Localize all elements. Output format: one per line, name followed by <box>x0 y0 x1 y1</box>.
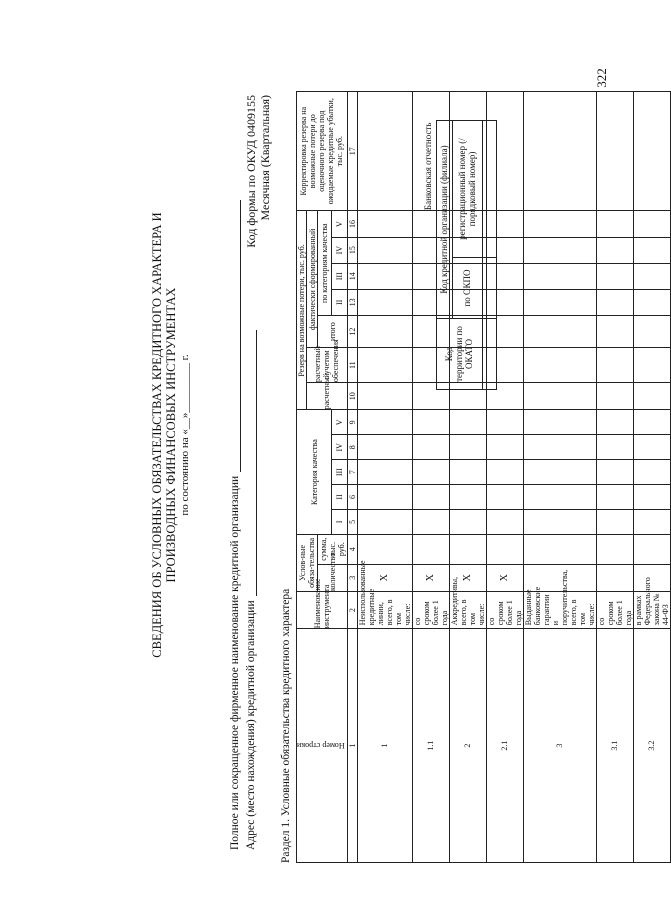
column-number-8: 8 <box>347 435 357 460</box>
value-cell[interactable] <box>449 315 486 347</box>
column-number-13: 13 <box>347 289 357 315</box>
value-cell[interactable] <box>523 485 596 510</box>
quantity-cell[interactable] <box>633 564 670 591</box>
value-cell[interactable] <box>633 263 670 289</box>
value-cell[interactable] <box>412 348 449 383</box>
value-cell[interactable] <box>633 460 670 485</box>
r3-header: III <box>332 263 347 289</box>
total-header: итого <box>318 315 347 347</box>
value-cell[interactable] <box>633 348 670 383</box>
column-number-7: 7 <box>347 460 357 485</box>
value-cell[interactable] <box>412 460 449 485</box>
form-code: Код формы по ОКУД 0409155 <box>244 95 258 248</box>
row-number: 2.1 <box>486 629 523 863</box>
value-cell[interactable] <box>523 460 596 485</box>
row-number: 2 <box>449 629 486 863</box>
column-number-10: 10 <box>347 383 357 410</box>
value-cell[interactable] <box>449 211 486 237</box>
value-cell[interactable] <box>633 92 670 211</box>
reg-number-label: регистрационный номер (/порядковый номер) <box>452 121 482 258</box>
value-cell[interactable] <box>633 509 670 534</box>
value-cell[interactable] <box>523 237 596 263</box>
column-number-3: 3 <box>347 564 357 591</box>
value-cell[interactable] <box>486 211 523 237</box>
value-cell[interactable] <box>633 534 670 564</box>
instrument-name: Выданные банковские гарантии и поручительства, всего, в том числе: <box>523 591 596 628</box>
value-cell[interactable] <box>486 534 523 564</box>
column-number-6: 6 <box>347 485 357 510</box>
value-cell[interactable] <box>357 237 412 263</box>
value-cell[interactable] <box>357 383 412 410</box>
value-cell[interactable] <box>596 348 633 383</box>
column-number-11: 11 <box>347 348 357 383</box>
value-cell[interactable] <box>596 460 633 485</box>
value-cell[interactable] <box>596 509 633 534</box>
value-cell[interactable] <box>412 315 449 347</box>
adjustment-header: Корректировка резерва на возможные потери до оценочного резерва под ожидаемые кредитные убытки, тыс. руб. <box>297 92 348 211</box>
table-row <box>449 92 486 863</box>
instrument-name: в рамках Федерального закона № 44-ФЗ <box>633 591 670 628</box>
okpo-label: по ОКПО <box>452 258 482 319</box>
row-number: 1 <box>357 629 412 863</box>
row-number-header <box>297 629 348 863</box>
quantity-cell[interactable]: X <box>486 564 523 591</box>
territory-label: территории по ОКАТО <box>454 326 474 382</box>
value-cell[interactable] <box>486 410 523 435</box>
q4-header: IV <box>332 435 347 460</box>
value-cell[interactable] <box>449 263 486 289</box>
credit-org-code-label: Код кредитной организации (филиала) <box>436 121 452 319</box>
value-cell[interactable] <box>486 460 523 485</box>
value-cell[interactable] <box>633 289 670 315</box>
instrument-name-header: Наименование инструмента <box>297 591 348 628</box>
value-cell[interactable] <box>357 348 412 383</box>
value-cell[interactable] <box>523 383 596 410</box>
org-address-label: Адрес (место нахождения) кредитной организации <box>245 600 257 850</box>
value-cell[interactable] <box>412 211 449 237</box>
table-row <box>596 92 633 863</box>
value-cell[interactable] <box>449 460 486 485</box>
table-row <box>523 92 596 863</box>
table-row <box>357 92 412 863</box>
column-number-12: 12 <box>347 315 357 347</box>
sum-header: сумма, тыс. руб. <box>318 534 347 564</box>
column-number-1: 1 <box>347 629 357 863</box>
value-cell[interactable] <box>412 383 449 410</box>
value-cell[interactable] <box>449 289 486 315</box>
value-cell[interactable] <box>486 348 523 383</box>
value-cell[interactable] <box>633 211 670 237</box>
reporting-label: Банковская отчетность <box>422 122 433 211</box>
value-cell[interactable] <box>449 509 486 534</box>
row-number: 3.2 <box>633 629 670 863</box>
org-name-row <box>228 200 241 850</box>
org-address-row <box>244 330 257 850</box>
value-cell[interactable] <box>486 509 523 534</box>
r4-header: IV <box>332 237 347 263</box>
value-cell[interactable] <box>486 315 523 347</box>
r5-header: V <box>332 211 347 237</box>
value-cell[interactable] <box>486 289 523 315</box>
value-cell[interactable] <box>486 92 523 211</box>
value-cell[interactable] <box>449 435 486 460</box>
quantity-cell[interactable] <box>596 564 633 591</box>
value-cell[interactable] <box>523 92 596 211</box>
value-cell[interactable] <box>357 92 412 211</box>
r2-header: II <box>332 289 347 315</box>
quantity-cell[interactable]: X <box>357 564 412 591</box>
value-cell[interactable] <box>596 211 633 237</box>
quantity-cell[interactable]: X <box>449 564 486 591</box>
title-line-2: ПРОИЗВОДНЫХ ФИНАНСОВЫХ ИНСТРУМЕНТАХ <box>164 287 178 583</box>
quantity-header: количество <box>318 564 347 591</box>
value-cell[interactable] <box>523 348 596 383</box>
value-cell[interactable] <box>523 211 596 237</box>
code-label: Код <box>444 346 454 362</box>
value-cell[interactable] <box>357 211 412 237</box>
form-periodicity: Месячная (Квартальная) <box>258 95 272 221</box>
value-cell[interactable] <box>449 92 486 211</box>
column-number-9: 9 <box>347 410 357 435</box>
value-cell[interactable] <box>412 237 449 263</box>
org-name-label: Полное или сокращенное фирменное наименование кредитной организации <box>229 475 241 850</box>
document-title <box>150 115 192 755</box>
value-cell[interactable] <box>596 263 633 289</box>
q1-header: I <box>332 509 347 534</box>
value-cell[interactable] <box>486 237 523 263</box>
table-row <box>486 92 523 863</box>
value-cell[interactable] <box>596 534 633 564</box>
value-cell[interactable] <box>523 534 596 564</box>
value-cell[interactable] <box>449 237 486 263</box>
value-cell[interactable] <box>357 460 412 485</box>
value-cell[interactable] <box>486 383 523 410</box>
value-cell[interactable] <box>412 509 449 534</box>
value-cell[interactable] <box>523 509 596 534</box>
section-title: Раздел 1. Условные обязательства кредитного характера <box>280 588 292 863</box>
value-cell[interactable] <box>357 315 412 347</box>
actual-header: фактически сформированный <box>307 211 318 348</box>
value-cell[interactable] <box>357 435 412 460</box>
column-number-15: 15 <box>347 237 357 263</box>
row-number: 1.1 <box>412 629 449 863</box>
column-number-row <box>347 92 357 863</box>
value-cell[interactable] <box>633 315 670 347</box>
quality-category-header: Категория качества <box>297 410 332 534</box>
value-cell[interactable] <box>449 383 486 410</box>
page-number: 322 <box>594 68 609 88</box>
value-cell[interactable] <box>412 534 449 564</box>
instrument-name: со сроком более 1 года <box>486 591 523 628</box>
value-cell[interactable] <box>596 92 633 211</box>
value-cell[interactable] <box>357 509 412 534</box>
q5-header: V <box>332 410 347 435</box>
value-cell[interactable] <box>449 534 486 564</box>
by-category-header: по категориям качества <box>318 211 332 315</box>
value-cell[interactable] <box>633 383 670 410</box>
value-cell[interactable] <box>449 410 486 435</box>
row-number: 3 <box>523 629 596 863</box>
value-cell[interactable] <box>486 485 523 510</box>
value-cell[interactable] <box>412 410 449 435</box>
value-cell[interactable] <box>486 263 523 289</box>
instrument-name: Аккредитивы, всего, в том числе: <box>449 591 486 628</box>
value-cell[interactable] <box>523 315 596 347</box>
value-cell[interactable] <box>449 348 486 383</box>
column-number-16: 16 <box>347 211 357 237</box>
value-cell[interactable] <box>633 485 670 510</box>
value-cell[interactable] <box>357 410 412 435</box>
value-cell[interactable] <box>596 410 633 435</box>
value-cell[interactable] <box>412 289 449 315</box>
value-cell[interactable] <box>523 289 596 315</box>
value-cell[interactable] <box>357 263 412 289</box>
value-cell[interactable] <box>523 410 596 435</box>
column-number-14: 14 <box>347 263 357 289</box>
value-cell[interactable] <box>486 435 523 460</box>
value-cell[interactable] <box>596 383 633 410</box>
instrument-name: Неиспользованные кредитные линии, всего, в том числе: <box>357 591 412 628</box>
row-number-header-text: Номер строки <box>297 741 345 751</box>
value-cell[interactable] <box>357 485 412 510</box>
org-address-line[interactable] <box>244 330 257 596</box>
value-cell[interactable] <box>596 289 633 315</box>
q3-header: III <box>332 460 347 485</box>
instrument-name: со сроком более 1 года <box>412 591 449 628</box>
value-cell[interactable] <box>633 435 670 460</box>
value-cell[interactable] <box>412 263 449 289</box>
title-line-1: СВЕДЕНИЯ ОБ УСЛОВНЫХ ОБЯЗАТЕЛЬСТВАХ КРЕДИТНОГО ХАРАКТЕРА И <box>150 212 164 658</box>
value-cell[interactable] <box>412 435 449 460</box>
reserve-header: Резерв на возможные потери, тыс. руб. <box>297 211 307 410</box>
row-number: 3.1 <box>596 629 633 863</box>
column-number-5: 5 <box>347 509 357 534</box>
value-cell[interactable] <box>596 315 633 347</box>
q2-header: II <box>332 485 347 510</box>
conditional-obligations-header: Услов-ные обяза-тельства <box>297 534 318 591</box>
value-cell[interactable] <box>596 237 633 263</box>
instrument-name: со сроком более 1 года <box>596 591 633 628</box>
value-cell[interactable] <box>633 237 670 263</box>
calc-header: расчетный <box>307 383 348 410</box>
value-cell[interactable] <box>523 435 596 460</box>
table-row <box>412 92 449 863</box>
value-cell[interactable] <box>412 92 449 211</box>
value-cell[interactable] <box>357 289 412 315</box>
title-line-3: по состоянию на «__»_________ г. <box>179 354 191 516</box>
value-cell[interactable] <box>596 435 633 460</box>
column-number-4: 4 <box>347 534 357 564</box>
quantity-cell[interactable]: X <box>412 564 449 591</box>
table-row <box>633 92 670 863</box>
column-number-2: 2 <box>347 591 357 628</box>
org-name-line[interactable] <box>228 200 241 472</box>
value-cell[interactable] <box>633 410 670 435</box>
value-cell[interactable] <box>412 485 449 510</box>
value-cell[interactable] <box>523 263 596 289</box>
obligations-table <box>296 91 671 863</box>
form-code-block <box>244 95 272 305</box>
value-cell[interactable] <box>449 485 486 510</box>
value-cell[interactable] <box>596 485 633 510</box>
calc-collateral-header: расчетный с учетом обеспечения <box>307 348 348 383</box>
column-number-17: 17 <box>347 92 357 211</box>
